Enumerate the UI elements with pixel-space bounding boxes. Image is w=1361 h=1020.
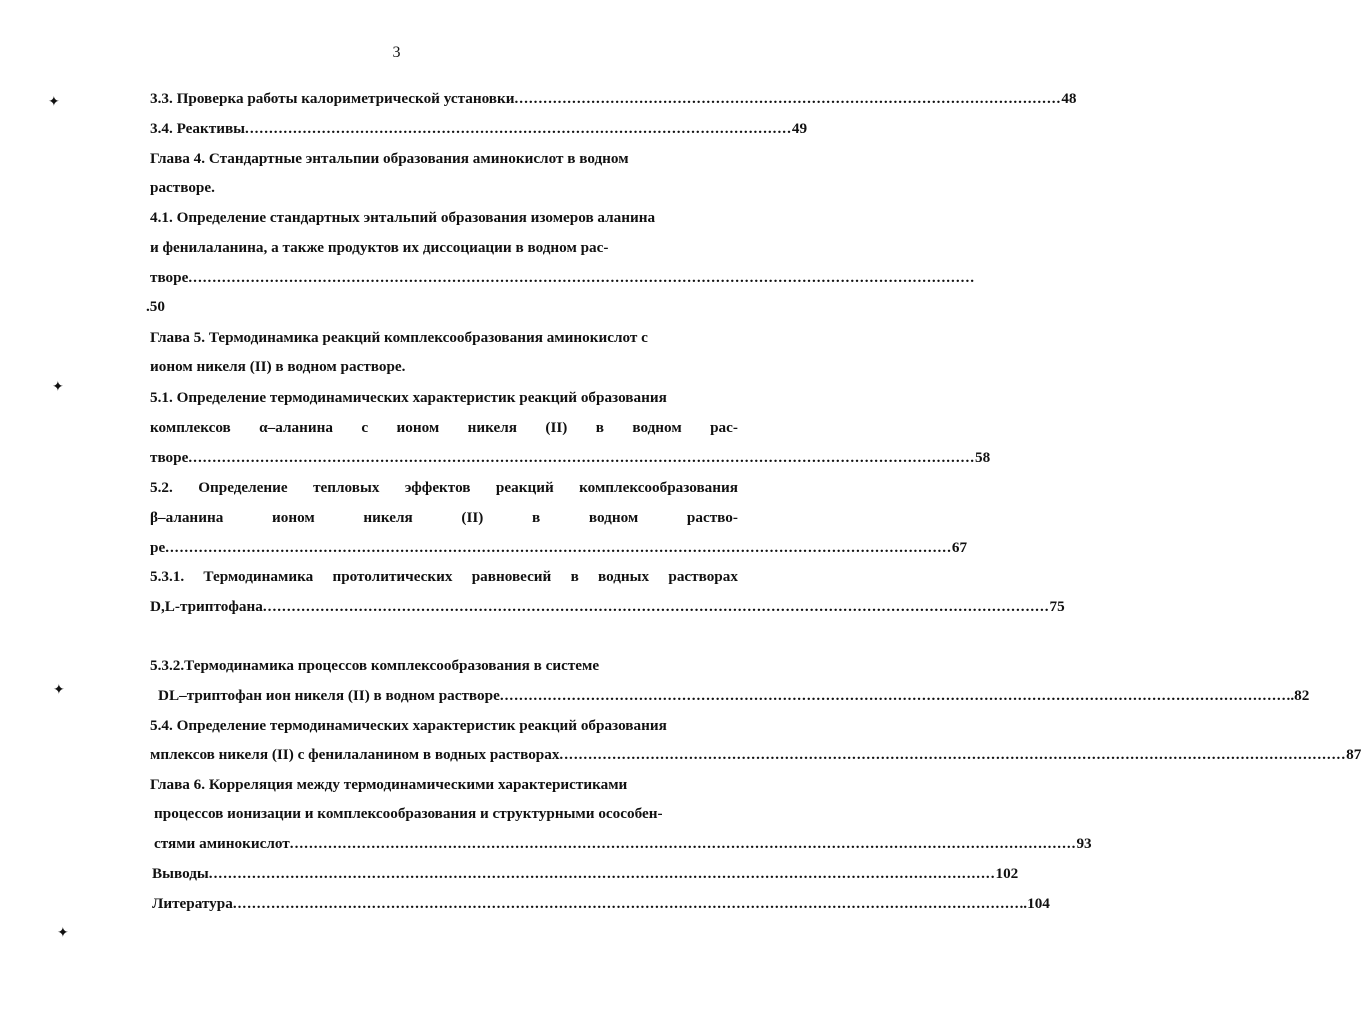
- toc-entry-4-1-line-2: и фенилаланина, а также продуктов их диссоциации в водном рас-: [150, 239, 609, 256]
- toc-entry-title: Выводы: [152, 865, 209, 882]
- toc-entry-5-3-1-line-2: [150, 597, 1065, 617]
- toc-entry-5-1-line-1: 5.1. Определение термодинамических характеристик реакций образования: [150, 389, 667, 406]
- word: никеля: [467, 419, 517, 436]
- word: эффектов: [404, 479, 471, 496]
- toc-page-number: 87: [1346, 746, 1361, 763]
- dot-leader: ....................................................................................................................................................................: [289, 835, 1077, 852]
- word: с: [361, 419, 369, 436]
- toc-chapter-6-line-2: процессов ионизации и комплексообразования и структурными осособен-: [154, 805, 663, 822]
- toc-entry-3-3: [150, 89, 1077, 109]
- toc-page-number: 48: [1061, 90, 1077, 107]
- word: в: [532, 509, 541, 526]
- word: водных: [598, 568, 650, 585]
- toc-entry-5-1-line-2: [150, 418, 738, 438]
- toc-page-number: 75: [1049, 598, 1065, 615]
- toc-page-number: 93: [1076, 835, 1092, 852]
- dot-leader: ....................................................................................................................................................................: [188, 269, 976, 286]
- word: протолитических: [332, 568, 453, 585]
- toc-chapter-5-line-1: Глава 5. Термодинамика реакций комплексообразования аминокислот с: [150, 329, 648, 346]
- toc-entry-title: 3.4. Реактивы: [150, 120, 246, 137]
- toc-page-number: 67: [951, 539, 968, 556]
- dot-leader: ....................................................................................................................................................................: [208, 865, 996, 882]
- toc-page-number: 58: [975, 449, 991, 466]
- word: Определение: [198, 479, 288, 496]
- word: раство-: [686, 509, 738, 526]
- word: ионом: [271, 509, 315, 526]
- dot-leader: ....................................................................................................................................................................: [232, 895, 1020, 912]
- toc-entry-5-4-line-1: 5.4. Определение термодинамических характеристик реакций образования: [150, 717, 667, 734]
- toc-entry-5-2-line-2: [150, 508, 738, 528]
- toc-chapter-5-line-2: ионом никеля (II) в водном растворе.: [150, 358, 406, 375]
- word: растворах: [668, 568, 738, 585]
- toc-page-number: 102: [995, 865, 1019, 882]
- page-number: 3: [392, 44, 401, 61]
- word: 5.3.1.: [150, 568, 185, 585]
- toc-page-number: ..104: [1019, 895, 1050, 912]
- word: α–аланина: [259, 419, 333, 436]
- dot-leader: ..................................................................................................................: [245, 120, 792, 137]
- toc-entry-title: Литература: [152, 895, 233, 912]
- toc-chapter-6-line-1: Глава 6. Корреляция между термодинамическими характеристиками: [150, 776, 628, 793]
- dot-leader: ....................................................................................................................................................................: [262, 598, 1050, 615]
- toc-entry-5-2-line-1: [150, 478, 738, 498]
- toc-chapter-4-line-1: Глава 4. Стандартные энтальпии образования аминокислот в водном: [150, 150, 629, 167]
- dot-leader: ....................................................................................................................................................................: [499, 687, 1287, 704]
- word: равновесий: [471, 568, 552, 585]
- dot-leader: ....................................................................................................................................................................: [559, 746, 1347, 763]
- word: 5.2.: [150, 479, 173, 496]
- word: никеля: [363, 509, 413, 526]
- toc-page-number: ..82: [1286, 687, 1310, 704]
- word: в: [570, 568, 579, 585]
- toc-entry-5-4-line-2: [150, 745, 1361, 765]
- word: тепловых: [313, 479, 380, 496]
- toc-entry-title: ре: [150, 539, 166, 556]
- toc-entry-title: D,L-триптофана: [150, 598, 263, 615]
- word: β–аланина: [150, 509, 224, 526]
- margin-speck-3: ✦: [53, 683, 65, 698]
- word: водном: [632, 419, 682, 436]
- word: реакций: [495, 479, 554, 496]
- margin-speck-4: ✦: [57, 926, 69, 941]
- toc-entry-5-3-2-line-2: [158, 686, 1310, 706]
- dot-leader: ....................................................................................................................................................................: [188, 449, 976, 466]
- toc-chapter-6-line-3: [154, 834, 1092, 854]
- toc-page-number: 49: [791, 120, 808, 137]
- word: в: [595, 419, 604, 436]
- word: ионом: [396, 419, 440, 436]
- word: рас-: [710, 419, 738, 436]
- word: комплексообразования: [579, 479, 738, 496]
- toc-entry-literature: [152, 894, 1050, 914]
- toc-chapter-4-line-2: растворе.: [150, 179, 215, 196]
- word: комплексов: [150, 419, 231, 436]
- word: (II): [545, 419, 568, 436]
- toc-entry-title: творе: [150, 269, 189, 286]
- word: Термодинамика: [203, 568, 314, 585]
- margin-speck-1: ✦: [48, 95, 60, 110]
- toc-entry-5-3-1-line-1: [150, 567, 738, 587]
- margin-speck-2: ✦: [52, 380, 64, 395]
- word: водном: [588, 509, 639, 526]
- toc-entry-4-1-line-1: 4.1. Определение стандартных энтальпий образования изомеров аланина: [150, 209, 656, 226]
- toc-entry-title: стями аминокислот: [154, 835, 290, 852]
- toc-entry-title: DL–триптофан ион никеля (II) в водном растворе: [158, 687, 500, 704]
- toc-entry-title: творе: [150, 449, 189, 466]
- toc-entry-5-2-line-3: [150, 538, 968, 558]
- word: (II): [461, 509, 484, 526]
- dot-leader: ..................................................................................................................: [514, 90, 1062, 107]
- toc-entry-title: 3.3. Проверка работы калориметрической установки: [150, 90, 515, 107]
- toc-entry-conclusions: [152, 864, 1019, 884]
- dot-leader: ....................................................................................................................................................................: [165, 539, 952, 556]
- toc-entry-5-1-line-3: [150, 448, 991, 468]
- toc-entry-4-1-line-3: [150, 268, 976, 288]
- toc-entry-3-4: [150, 119, 808, 139]
- toc-entry-title: мплексов никеля (II) с фенилаланином в водных растворах: [150, 746, 560, 763]
- toc-page-number-4-1: .50: [146, 298, 165, 315]
- toc-entry-5-3-2-line-1: 5.3.2.Термодинамика процессов комплексообразования в системе: [150, 657, 600, 674]
